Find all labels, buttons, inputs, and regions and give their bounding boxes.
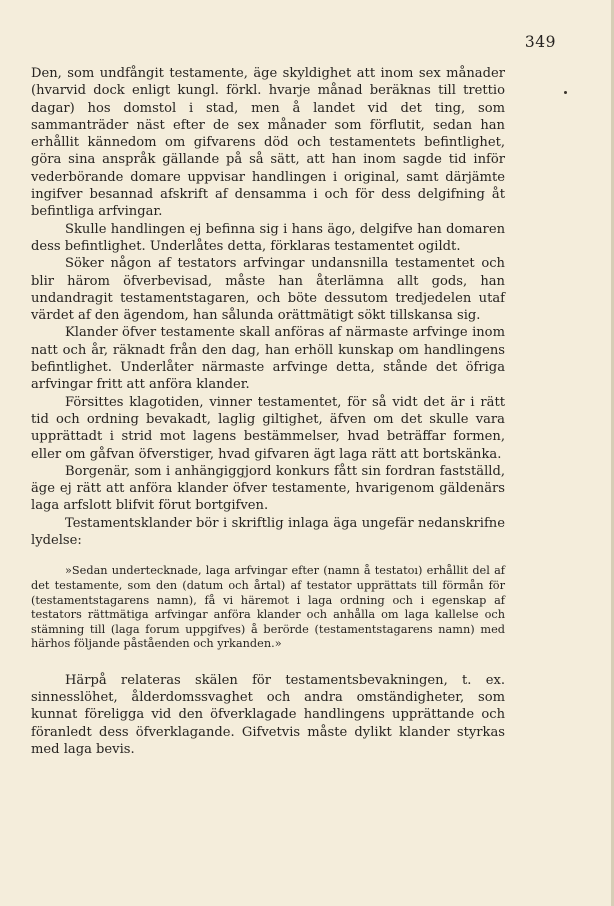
paragraph-inheritance-deadline: Den, som undfångit testamente, äge skyldighet att inom sex månader (hvarvid dock enligt kungl. förkl. hvarje månad beräknas till trettio dagar) hos domstol i stad, men å landet vid det ting, som sammanträder näst efter de sex månader som förflutit, sedan han erhållit kännedom om gifvarens död och testamentets befintlighet, göra sina anspråk gällande på så sätt, att han inom sagde tid inför vederbörande domare uppvisar handlingen i original, samt därjämte ingifver besannad afskrift af densamma i och för dess delgifning åt befintliga arfvingar. bbox=[31, 66, 505, 220]
paragraph-grounds: Härpå relateras skälen för testamentsbevakningen, t. ex. sinnesslöhet, ålderdomssvaghet och andra omständigheter, som kunnat föreligga vid den öfverklagade handlingens upprättande och föranledt dess öfverklagande. Gifvetvis måste dylikt klander styrkas med laga bevis. bbox=[31, 672, 505, 758]
paragraph-missed-deadline: Försittes klagotiden, vinner testamentet, för så vidt det är i rätt tid och ordning bevakadt, laglig giltighet, äfven om det skulle vara upprättadt i strid mot lagens bestämmelser, hvad beträffar formen, eller om gåfvan öfverstiger, hvad gifvaren ägt laga rätt att bortskänka. bbox=[31, 394, 505, 462]
paragraph-concealment-penalty: Söker någon af testators arfvingar undansnilla testamentet och blir härom öfverbevisad, måste han återlämna allt gods, han undandragit testamentstagaren, och böte dessutom tredjedelen utaf värdet af den ägendom, han sålunda orättmätigt sökt tillskansa sig. bbox=[31, 256, 505, 324]
margin-speck-icon bbox=[564, 91, 567, 94]
objection-template-quote: »Sedan undertecknade, laga arfvingar efter (namn å testatoı) erhållit del af det testamente, som den (datum och årtal) af testator upprättats till förmån för (testamentstagarens namn), få vi häremot i laga ordning och i egenskap af testators rättmätiga arfvingar anföra klander och anhålla om laga kallelse och stämning till (laga forum uppgifves) å berörde (testamentstagarens namn) med härhos följande påståenden och yrkanden.» bbox=[31, 564, 505, 651]
paragraph-objection-period: Klander öfver testamente skall anföras af närmaste arfvinge inom natt och år, räknadt från den dag, han erhöll kunskap om handlingens befintlighet. Underlåter närmaste arfvinge detta, stånde det öfriga arfvingar fritt att anföra klander. bbox=[31, 325, 505, 393]
body-text bbox=[31, 65, 505, 758]
paragraph-creditor: Borgenär, som i anhängiggjord konkurs fått sin fordran fastställd, äge ej rätt att anföra klander öfver testamente, hvarigenom gäldenärs laga arfslott blifvit förut bortgifven. bbox=[31, 463, 505, 514]
paragraph-objection-form-intro: Testamentsklander bör i skriftlig inlaga äga ungefär nedanskrifne lydelse: bbox=[31, 515, 505, 549]
paragraph-notify-judge: Skulle handlingen ej befinna sig i hans ägo, delgifve han domaren dess befintlighet. Underlåtes detta, förklaras testamentet ogildt. bbox=[31, 221, 505, 254]
page-number: 349 bbox=[524, 33, 556, 51]
